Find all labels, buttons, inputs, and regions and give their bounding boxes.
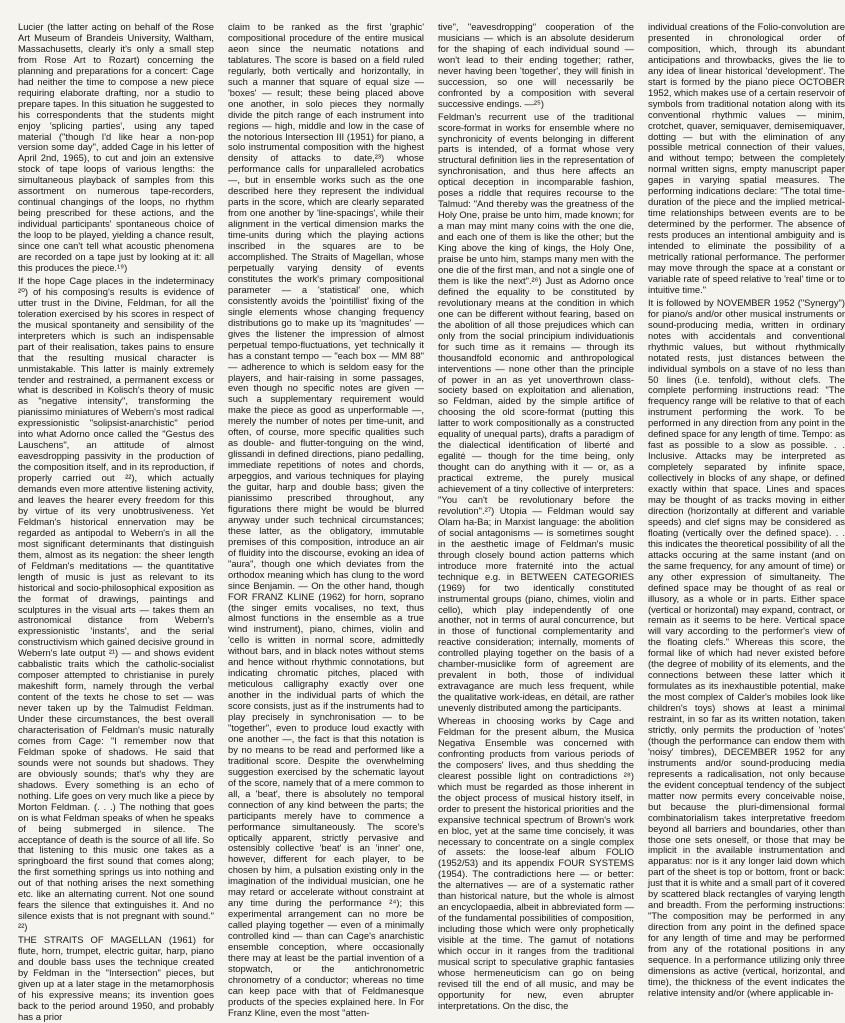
- paragraph: tive", "eavesdropping" cooperation of the musicians — which is an absolute desiderum for the shaping of each individual sound — won't lead to their ending together; rather, never having been 'together', they will finish in succession, so one will necessarily be confronted by a composition with several successive endings. —²⁵): [438, 21, 634, 109]
- paragraph: individual creations of the Folio-convolution are presented in chronological order of composition, which, through its abundant anticipations and throwbacks, gives the lie to any idea of linear historical 'development'. The start is formed by the piano piece OCTOBER 1952, which makes use of a certain reservoir of symbols from traditional notation along with its conventional rhythmic values — minim, crotchet, quaver, semiquaver, demisemiquaver, dotting — but with the elimination of any possible metrical connection of their values, and without tempo; between the completely normal written signs, empty manuscript paper gapes in varying spatial measures. The performing indications declare: "The total time-duration of the piece and the implied metrical-time relationships between events are to be determined by the performer. The absence of rests produces an intentional ambiguity and is intended to eliminate the possibility of a metrically rational performance. The performer may move through the space at a constant or variable rate of speed relative to 'real' time or to intuitive time.": [648, 21, 845, 295]
- paragraph: If the hope Cage places in the indeterminacy ²⁰) of his composing's results is evidence of utter trust in the Divine, Feldman, for all the toleration exercised by his scores in respect of the musical spontaneity and sensibility of the interpreters which is such an indispensable part of their realisation, takes pains to ensure that the resulting musical character is unmistakable. This latter is mainly extremely tender and restrained, a permanent excess or what is described in Kolisch's theory of music as "negative intensity", transforming the pianissimo miniatures of Webern's most radical expressionistic "solipsist-anarchistic" period into what Adorno once called the "Gestus des Lauschens", an attitude of almost eavesdropping passivity in the production of the composition itself, and in its reproduction, if properly carried out ²²), which actually demands even more attentive listening activity, and leaves the hearer every freedom for this by virtue of its very unobtrusiveness. Yet Feldman's historical ennervation may be regarded as antipodal to Webern's in all the most significant determinants that distinguish them, almost as its negation: the sheer length of Feldman's meditations — the quantitative length of music is just as relevant to its historical and socio-philosophical exposition as the format of drawings, paintings and sculptures in the visual arts — takes them an astronomical distance from Webern's expressionistic 'instants', and the serial constructivism which gained decisive ground in Webern's late output ²¹) — and shows evident cabbalistic traits which the catholic-socialist composer attempted to christianise in purely makeshift form, namely through the verbal content of the texts he chose to set — was never taken up by the Talmudist Feldman. Under these circumstances, the best overall characterisation of Feldman's music naturally comes from Cage: "I remember now that Feldman spoke of shadows. He said that sounds were not sounds but shadows. They are obviously sounds; that's why they are shadows. Every something is an echo of nothing. Life goes on very much like a piece by Morton Feldman. (. . .) The nothing that goes on is what Feldman speaks of when he speaks of being submerged in silence. The acceptance of death is the source of all life. So that listening to this music one takes as a springboard the first sound that comes along; the first something springs us into nothing and out of that nothing arises the next something etc. like an alternating current. Not one sound fears the silence that extinguishes it. And no silence exists that is not pregnant with sound." ²²): [18, 274, 214, 933]
- paragraph: THE STRAITS OF MAGELLAN (1961) for flute, horn, trumpet, electric guitar, harp, piano and double bass uses the technique created by Feldman in the "Intersection" pieces, but given up at a later stage in the metamorphosis of his expressive means; its invention goes back to the period around 1950, and probably has a prior: [18, 934, 214, 1022]
- text-column-4: [648, 21, 845, 998]
- paragraph: It is followed by NOVEMBER 1952 ("Synergy") for piano/s and/or other musical instruments or sound-producing media, written in ordinary notes with accidentals and conventional rhythmic values, but without rhythmically notated rests, just distances between the individual symbols on a stave of no less than 50 lines (i.e. tenfold), without clefs. The complete performing instructions read: "The frequency range will be relative to that of each instrument performing the work. To be performed in any direction from any point in the defined space for any length of time. Tempo: as fast as possible to a slow as possible. . . Inclusive. Attacks may be interpreted as completely separated by infinite space, collectively in blocks of any shape, or defined exactly within that space. Lines and spaces may be thought of as tracks moving in either direction (horizontally at different and variable speeds) and clef signs may be considered as floating (vertically over the defined space). . . this indicates the theoretical possibility of all the attacks occuring at the same instant (and on the same frequency, for any amount of time) or any other expression of simultaneity. The defined space may be thought of as real or illusory, as a whole or in parts. Either space (vertical or horizontal) may expand, contract, or remain as it seems to be here. Vertical space will vary according to the performer's view of the floating clefs." Whereas this score, the formal like of which had never existed before (the degree of mobility of its elements, and the connections between these latter which it formulates as its inexhaustible potential, make the most complex of Calder's mobiles look like children's toys) shows at least a minimal restraint, in so far as its written notation, taken strictly, only permits the production of 'notes' (though the performance can endow them with 'noisy' timbres), DECEMBER 1952 for any instruments and/or sound-producing media represents a radicalisation, not only because the evident conceptual tendency of the subject matter now permits every conceivable noise, but because the pluri-dimensional formal combinatorialism takes interpretative freedom beyond all barriers and boundaries, other than those one sets oneself, or those that may be implicit in the available instrumentation and apparatus: nor is it any longer laid down which part of the sheet is top or bottom, front or back: just that it is white and a small part of it covered by scattered black rectangles of varying length and breadth. From the performing instructions: "The composition may be performed in any direction from any point in the defined space for any length of time and may be performed from any of the rotational positions in any sequence. In a performance utilizing only three dimensions as active (vertical, horizontal, and time), the thickness of the event indicates the relative intensity and/or (where applicable in-: [648, 296, 845, 998]
- paragraph: claim to be ranked as the first 'graphic' compositional procedure of the entire musical aeon since the neumatic notations and tablatures. The score is based on a field ruled regularly, both vertically and horizontally, in such a manner that square of equal size — 'boxes' — result; these being placed above one another, in solo pieces they normally divide the pitch range of each instrument into regions — high, middle and low in the case of the notorious Intersection III (1951) for piano, a solo instrumental composition with the highest density of attacks to date,²³) whose performance calls for unparalleled acrobatics —, but in ensemble works such as the one described here they represent the individual parts in the score, which are clearly separated from one another by 'line-spacings', while their alignment in the vertical dimension marks the time-units during which the playing actions inscribed in the squares are to be accomplished. The Straits of Magellan, whose perpetually varying density of events constitutes the work's primary compositional parameter — a 'statistical' one, which consistently avoids the 'pointillist' fixing of the single elements whose changing frequency distributions go to make up its 'magnitudes' — gives the listener the impression of almost perpetual tempo-fluctuations, yet technically it has a constant tempo — "each box — MM 88" — adherence to which is seldom easy for the players, and hair-raising in some passages, even though no specific notes are given — such a supplementary requirement would make the piece as good as unperformable —, merely the number of notes per time-unit, and often, of course, more specific qualities such as double- and flutter-tonguing on the wind, glissandi in defined directions, piano pedalling, immediate repetitions of notes and chords, arpeggios, and various techniques for playing the guitar, harp and double bass; given the pianissimo prescribed throughout, any figurations there might be would be blurred anyway under such technical circumstances; these latter, as the obligatory, immutable premises of this composition, introduce an air of fluidity into the discourse, evoking an idea of "aura", though one which deviates from the orthodox meaning which has clung to the word since Benjamin. — On the other hand, though FOR FRANZ KLINE (1962) for horn, soprano (the singer emits vocalises, no text, thus almost functions in the ensemble as a true wind instrument), piano, chimes, violin and 'cello is written in normal score, admittedly without bars, and in black notes without stems and hence without rhythmic connotations, but indicating chromatic pitches, placed with meticulous calligraphy exactly over one another in the individual parts of which the score consists, just as if the instruments had to play precisely in synchronisation — to be "together", even to produce loud exactly with one another —, the fact is that this notation is by no means to be read and performed like a traditional score. Despite the overwhelming suggestion exercised by the schematic layout of the score, namely that of a mere common to all, a 'beat', there is absolutely no temporal connection of any kind between the parts; the participants merely have to commence a performance simultaneously. The score's optically apparent, strictly pervasive and ostensibly collective 'beat' is an 'inner' one, however, different for each player, to be chosen by him, a pulsation existing only in the imagination of the individual musician, one he may retard or accelerate without constraint at any time during the performance ²⁴); this experimental arrangement can no more be called playing together — even of a minimally controlled kind — than can Cage's anarchistic ensemble conception, where occasionally there may at least be the partial invention of a stopwatch, or the antichronometric chronometry of a conductor; whereas no time can keep pace with that of Feldmanesque products of the species explained here. In For Franz Kline, even the most "atten-: [228, 21, 424, 1018]
- text-column-1: [18, 21, 214, 1022]
- text-column-3: [438, 21, 634, 1011]
- paragraph: Lucier (the latter acting on behalf of the Rose Art Museum of Brandeis University, Waltham, Massachusetts, clearly it's only a small step from Rose Art to Rozart) concerning the planning and preparations for a concert: Cage had neither the time to compose a new piece requiring elaborate drafting, nor a studio to prepare tapes. In this situation he suggested to his correspondents that the students might enjoy 'splicing parties', using any taped material ("though I'd like hear a non-pop version some day", added Cage in his letter of April 2nd, 1965), to cut and join an extensive stock of tape loops of various lengths: the simultaneous playback of samples from this assortment on numerous tape-recorders, continual changings of the loops, no rhythm being prescribed for these actions, and the individual participants' spontaneous choice of the loop to be played, yielding a chance result, since one can't tell what acoustic phenomena are recorded on a tape just by looking at it: all this produces the piece.¹⁹): [18, 21, 214, 273]
- paragraph: Whereas in choosing works by Cage and Feldman for the present album, the Musica Negativa Ensemble was concerned with confronting products from various periods of the composers' lives, and thus shedding the clearest possible light on contradictions ²⁸) which must be regarded as those inherent in the object process of musical history itself, in order to present the historical priorities and the expansive technical spectrum of Brown's work en bloc, yet at the same time concisely, it was necessary to concentrate on a single complex of assets: the loose-leaf album FOLIO (1952/53) and its appendix FOUR SYSTEMS (1954). The contradictions here — or better: the alternatives — are of a systematic rather than historical nature, but the whole is almost an encyclopaedia, albeit in abbreviated form — of the fundamental possibilities of composition, including those which were only prophetically visible at the time. The gamut of notations which occur in it ranges from the traditional musical script to speculative graphic fantasies whose hermeneuticism can go on being revised till the end of all music, and may be opportunity for new, even abrupter interpretations. On the disc, the: [438, 715, 634, 1011]
- text-column-2: [228, 21, 424, 1018]
- paragraph: Feldman's recurrent use of the traditional score-format in works for ensemble where no synchronicity of events belonging in different parts is intended, of a format whose very structural definition lies in the representation of synchronisation, and thus here affects an optical deception in incomparable fashion, poses a riddle that requires recourse to the Talmud: "And thereby was the greatness of the Holy One, praise be unto him, made known; for a man may mint many coins with the one die, and each one of them is like the other; but the King above the king of kings, the Holy One, praise be unto him, stamps many men with the one die of the first man, and not a single one of them is like the next".²⁶) Just as Adorno once defined the equality to be constituted by revolutionary means at the condition in which one can be different without fearing, based on the abolition of all those prejudices which can only from the social principium individuationis for such time as it remains — through its thousandfold economic and anthropological interventions — none other than the principle of power in an as yet unoverthrown class-society based on exploitation and alienation, so Feldman, aided by the simple artifice of choosing the old score-format (putting this latter to work compositionally as a constructed equality of unequal parts), drafts a paradigm of the dialectical identification of liberté and egalité — though for the time being, only thought can do anything with it — or, as a practical extreme, the purely musical achievement of a tiny collective of interpreters: "You can't be revolutionary before the revolution".²⁷) Utopia — Feldman would say Olam ha-Ba; in Marxist language: the abolition of social antagonisms — is sometimes sought in the aesthetic image of Feldman's music through closely bound action patterns which introduce more fraternité into the actual technique e.g. in BETWEEN CATEGORIES (1969) for two identically constituted instrumental groups (piano, chimes, violin and cello), which play independently of one another, not in terms of aural concurrence, but in those of functional complementarity and reactive consideration; internally, moments of controlled playing together on the basis of a chamber-musiclike form of agreement are prevalent in both, those of individual extravagance are much less frequent, while the qualitative work-ideas, en détail, are rather unevenly distributed among the participants.: [438, 110, 634, 714]
